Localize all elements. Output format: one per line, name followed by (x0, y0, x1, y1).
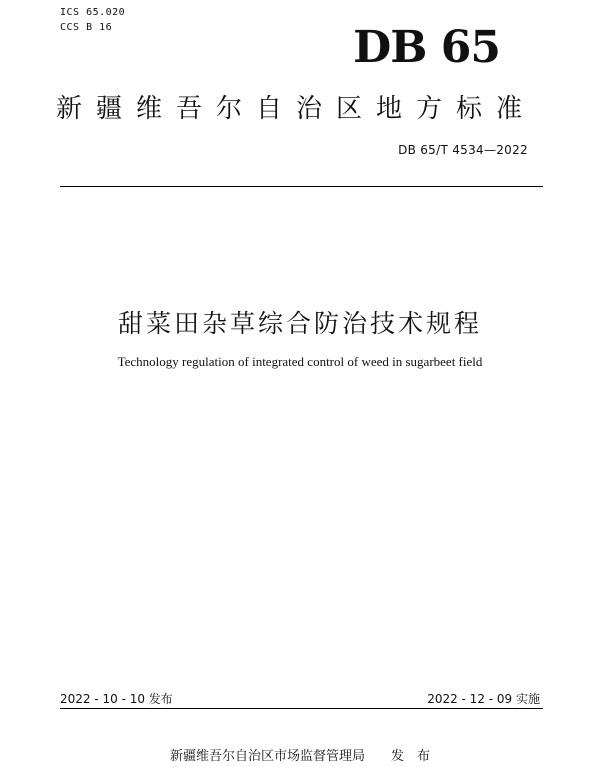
document-title-english: Technology regulation of integrated control of weed in sugarbeet field (117, 354, 483, 369)
issue-date: 2022 - 10 - 10 发布 (60, 692, 173, 706)
document-title-chinese: 甜菜田杂草综合防治技术规程 (117, 309, 482, 338)
standard-logo: DB 65 (353, 22, 500, 73)
bottom-divider (60, 708, 543, 709)
region-standard-title: 新疆维吾尔自治区地方标准 (56, 94, 537, 124)
implementation-date: 2022 - 12 - 09 实施 (427, 692, 540, 706)
ccs-code: CCS B 16 (60, 22, 113, 33)
top-divider (60, 186, 543, 187)
publisher: 新疆维吾尔自治区市场监督管理局 发 布 (169, 749, 430, 764)
ics-code: ICS 65.020 (60, 7, 126, 18)
standard-number: DB 65/T 4534—2022 (398, 143, 528, 157)
